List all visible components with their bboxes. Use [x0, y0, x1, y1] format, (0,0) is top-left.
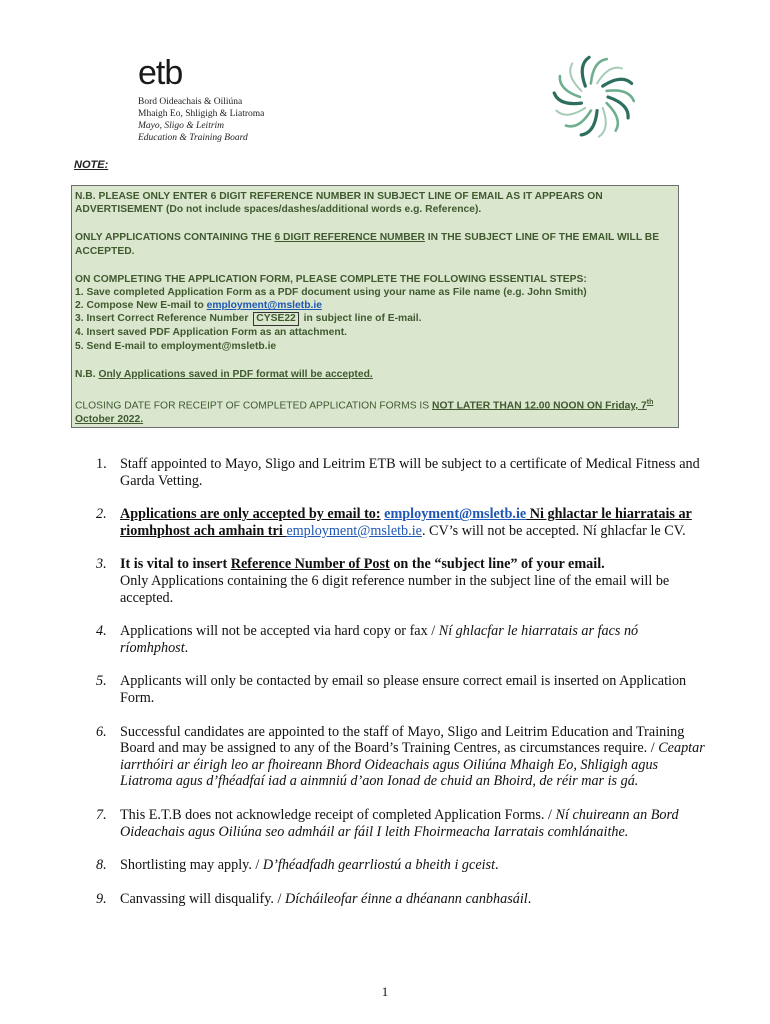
etb-logo-line: Mayo, Sligo & Leitrim [138, 121, 225, 131]
swirl-blade [566, 111, 591, 127]
list-item-text: Canvassing will disqualify. / [120, 890, 285, 907]
list-item-underlined-text: Reference Number of Post [230, 556, 390, 573]
swirl-blade [556, 108, 585, 115]
list-item-text: . CV’s will not be accepted. Ní ghlacfar le CV. [421, 522, 686, 539]
list-item-text: . [527, 890, 532, 907]
swirl-blade [582, 57, 589, 86]
note-step-3-text: 3. Insert Correct Reference Number [75, 313, 249, 325]
list-item [96, 807, 708, 840]
list-item-text: Staff appointed to Mayo, Sligo and Leitrim ETB will be subject to a certificate of Medical Fitness and Garda Vetting. [120, 456, 700, 489]
list-item-bold-text: It is vital to insert [120, 556, 231, 573]
note-heading [74, 159, 108, 171]
list-item [96, 724, 708, 790]
swirl-logo-icon [552, 52, 636, 142]
list-item-text: Applications will not be accepted via hard copy or fax / [120, 623, 439, 640]
note-label-colon: : [104, 159, 109, 171]
closing-date-deadline: NOT LATER THAN 12.00 NOON ON Friday, 7 [432, 400, 647, 412]
list-item-number: 4. [96, 623, 107, 640]
note-email-link[interactable]: employment@msletb.ie [206, 300, 322, 312]
list-item [96, 456, 708, 489]
list-item [96, 673, 708, 706]
note-only-b: 6 DIGIT REFERENCE NUMBER [274, 232, 425, 244]
list-item-irish-text: Ceaptar iarrthóiri ar éirigh leo ar fhoireann Bhord Oideachais agus Oiliúna Mhaigh Eo, Shligigh agus Liatroma agus d’fhéadfaí iad a ainmniú d’aon Ionad de chuid an Bhoird, de réir mar is gá. [120, 740, 705, 790]
note-step-3 [75, 312, 674, 326]
list-item-text: Only Applications containing the 6 digit reference number in the subject line of the email will be accepted. [120, 572, 670, 606]
list-item-number: 7. [96, 806, 107, 823]
list-item-number: 6. [96, 723, 107, 740]
note-step-5: 5. Send E-mail to employment@msletb.ie [75, 340, 277, 352]
list-item-number: 3. [96, 556, 107, 573]
note-step-4: 4. Insert saved PDF Application Form as an attachment. [75, 327, 347, 339]
note-only-c: IN THE SUBJECT LINE OF THE EMAIL WILL BE ACCEPTED. [75, 232, 660, 257]
note-step-3-tail: in subject line of E-mail. [303, 313, 422, 325]
email-link[interactable]: employment@msletb.ie [384, 506, 527, 523]
swirl-blade [607, 103, 618, 131]
note-box [71, 185, 679, 428]
email-link[interactable]: employment@msletb.ie [286, 522, 422, 539]
list-item-irish-bold: Ni ghlactar le hiarratais ar riomhphost ach amhain tri [120, 506, 692, 539]
list-item-bold-text: on the “subject line” of your email. [389, 556, 605, 573]
list-item-number: 2. [96, 506, 107, 523]
closing-date-suffix: th [646, 399, 654, 407]
list-item-irish-text: Ní ghlacfar le hiarratais ar facs nó ríomhphost [120, 623, 639, 656]
list-item [96, 506, 708, 539]
note-only-applications [75, 231, 674, 257]
list-item-text: Successful candidates are appointed to the staff of Mayo, Sligo and Leitrim Education and Training Board and may be assigned to any of the Board’s Training Centres, as circumstances require. / [120, 723, 685, 757]
letterhead [0, 0, 770, 150]
note-nb-pdf-prefix: N.B. [75, 368, 99, 380]
etb-logo-line: Education & Training Board [138, 133, 248, 143]
list-item [96, 857, 708, 874]
list-item-text: Applicants will only be contacted by email so please ensure correct email is inserted on Application Form. [120, 673, 687, 706]
note-step-1: 1. Save completed Application Form as a PDF document using your name as File name (e.g. John Smith) [75, 287, 587, 299]
note-steps-heading: ON COMPLETING THE APPLICATION FORM, PLEASE COMPLETE THE FOLLOWING ESSENTIAL STEPS: [75, 273, 587, 285]
list-item [96, 623, 708, 656]
list-item-irish-text: D’fhéadfadh gearrliostú a bheith i gceist [262, 857, 496, 874]
etb-logo-line: Mhaigh Eo, Shligigh & Liatroma [138, 109, 265, 119]
note-closing-date [75, 396, 674, 426]
note-step-2-text: 2. Compose New E-mail to [75, 300, 207, 312]
list-item-number: 1. [96, 456, 107, 472]
list-item-number: 5. [96, 673, 107, 690]
page-number: 1 [381, 984, 389, 999]
note-only-a: ONLY APPLICATIONS CONTAINING THE [75, 232, 275, 244]
list-item-irish-text: Dícháileofar éinne a dhéanann canbhasáil [284, 890, 528, 907]
list-item-text: . [495, 857, 499, 874]
list-item [96, 556, 708, 606]
list-item-bold-text: Applications are only accepted by email to: [120, 506, 381, 523]
list-item-text: Shortlisting may apply. / [120, 857, 263, 874]
swirl-blade [599, 108, 606, 137]
note-nb-pdf-text: Only Applications saved in PDF format will be accepted. [98, 368, 373, 380]
note-step-2 [75, 299, 674, 312]
list-item [96, 891, 708, 908]
note-nb-reference: N.B. PLEASE ONLY ENTER 6 DIGIT REFERENCE NUMBER IN SUBJECT LINE OF EMAIL AS IT APPEARS ON ADVERTISEMENT (Do not include spaces/dashes/additional words e.g. Reference). [75, 191, 603, 216]
note-label-text: NOTE [74, 159, 105, 171]
reference-number-box: CYSE22 [253, 312, 299, 326]
closing-date-text: CLOSING DATE FOR RECEIPT OF COMPLETED APPLICATION FORMS IS [75, 400, 433, 412]
closing-date-month: October 2022. [75, 413, 144, 425]
etb-logo-line: Bord Oideachais & Oiliúna [138, 97, 243, 107]
etb-logo-text [138, 96, 264, 144]
etb-logo [138, 56, 264, 144]
swirl-blade [603, 79, 632, 86]
swirl-blade [570, 63, 581, 91]
list-item-irish-text: Ní chuireann an Bord Oideachais agus Oiliúna seo admháil ar fáil I leith Fhoirmeacha Iarratais comhlánaithe. [120, 806, 679, 840]
note-nb-pdf [75, 368, 674, 381]
list-item-number: 9. [96, 890, 107, 907]
conditions-list [96, 456, 708, 924]
etb-logo-word: etb [138, 54, 183, 92]
swirl-blade [554, 93, 581, 104]
list-item-text: This E.T.B does not acknowledge receipt of completed Application Forms. / [120, 806, 556, 823]
list-item-text: . [184, 639, 189, 656]
list-item-number: 8. [96, 857, 107, 874]
